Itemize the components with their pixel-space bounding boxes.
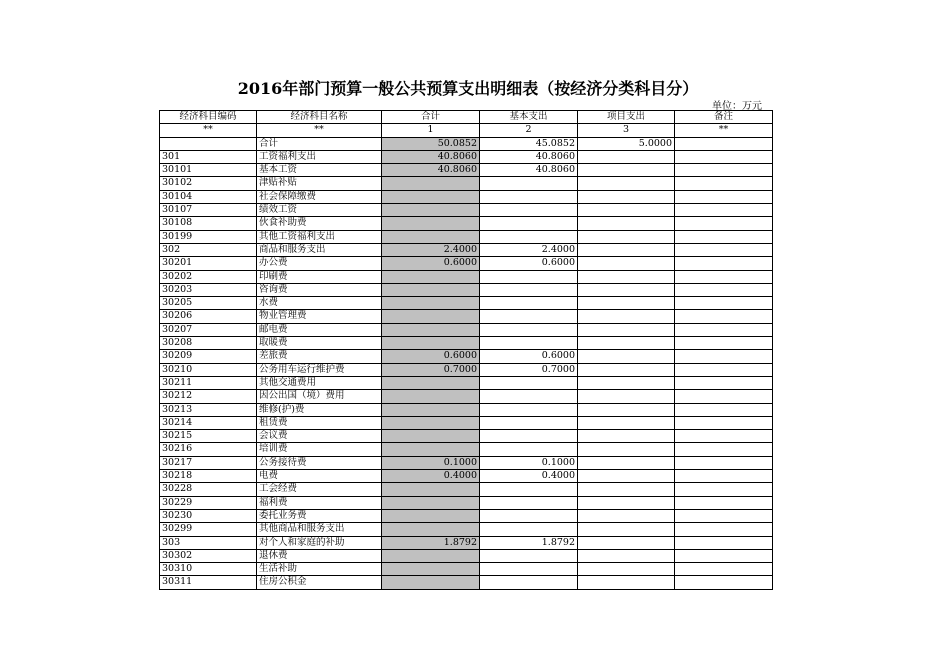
name-cell: 绩效工资 (257, 204, 382, 217)
table-row (160, 283, 773, 296)
basic-cell (480, 549, 578, 562)
code-cell: 303 (160, 536, 257, 549)
table-row (160, 204, 773, 217)
name-cell: 福利费 (257, 496, 382, 509)
basic-cell (480, 190, 578, 203)
subheader-cell: ** (675, 124, 773, 137)
code-cell: 30209 (160, 350, 257, 363)
table-row (160, 549, 773, 562)
header-cell: 合计 (382, 111, 480, 124)
project-cell (578, 483, 675, 496)
code-cell: 30228 (160, 483, 257, 496)
note-cell (675, 323, 773, 336)
basic-cell (480, 390, 578, 403)
name-cell: 邮电费 (257, 323, 382, 336)
name-cell: 退休费 (257, 549, 382, 562)
table-row (160, 257, 773, 270)
total-cell (382, 523, 480, 536)
name-cell: 维修(护)费 (257, 403, 382, 416)
table-row (160, 403, 773, 416)
subheader-cell: 1 (382, 124, 480, 137)
project-cell (578, 297, 675, 310)
basic-cell: 45.0852 (480, 137, 578, 150)
total-cell: 0.6000 (382, 257, 480, 270)
total-cell (382, 190, 480, 203)
table-row (160, 456, 773, 469)
code-cell: 30218 (160, 470, 257, 483)
project-cell (578, 283, 675, 296)
subheader-cell: 3 (578, 124, 675, 137)
table-row (160, 470, 773, 483)
note-cell (675, 456, 773, 469)
name-cell: 工资福利支出 (257, 150, 382, 163)
name-cell: 津贴补贴 (257, 177, 382, 190)
basic-cell (480, 576, 578, 589)
project-cell (578, 470, 675, 483)
total-cell (382, 403, 480, 416)
subheader-cell: ** (257, 124, 382, 137)
table-row (160, 430, 773, 443)
basic-cell (480, 297, 578, 310)
name-cell: 基本工资 (257, 164, 382, 177)
total-cell (382, 443, 480, 456)
note-cell (675, 416, 773, 429)
basic-cell (480, 523, 578, 536)
total-cell: 0.6000 (382, 350, 480, 363)
table-row (160, 270, 773, 283)
name-cell: 其他商品和服务支出 (257, 523, 382, 536)
name-cell: 会议费 (257, 430, 382, 443)
table-row (160, 323, 773, 336)
note-cell (675, 297, 773, 310)
project-cell (578, 323, 675, 336)
total-cell (382, 204, 480, 217)
basic-cell (480, 376, 578, 389)
basic-cell: 0.1000 (480, 456, 578, 469)
header-cell: 基本支出 (480, 111, 578, 124)
code-cell: 30299 (160, 523, 257, 536)
name-cell: 社会保障缴费 (257, 190, 382, 203)
note-cell (675, 430, 773, 443)
basic-cell: 1.8792 (480, 536, 578, 549)
header-cell: 经济科目编码 (160, 111, 257, 124)
note-cell (675, 257, 773, 270)
note-cell (675, 470, 773, 483)
subheader-cell: 2 (480, 124, 578, 137)
name-cell: 其他交通费用 (257, 376, 382, 389)
total-cell (382, 283, 480, 296)
code-cell: 30201 (160, 257, 257, 270)
table-row (160, 337, 773, 350)
code-cell: 30202 (160, 270, 257, 283)
total-cell: 0.1000 (382, 456, 480, 469)
name-cell: 合计 (257, 137, 382, 150)
basic-cell: 40.8060 (480, 164, 578, 177)
table-row (160, 509, 773, 522)
total-cell (382, 230, 480, 243)
code-cell: 30310 (160, 563, 257, 576)
project-cell (578, 509, 675, 522)
name-cell: 生活补助 (257, 563, 382, 576)
note-cell (675, 283, 773, 296)
name-cell: 对个人和家庭的补助 (257, 536, 382, 549)
basic-cell: 0.4000 (480, 470, 578, 483)
total-cell (382, 270, 480, 283)
basic-cell: 0.7000 (480, 363, 578, 376)
total-cell (382, 496, 480, 509)
name-cell: 办公费 (257, 257, 382, 270)
basic-cell (480, 270, 578, 283)
project-cell (578, 576, 675, 589)
total-cell (382, 177, 480, 190)
name-cell: 租赁费 (257, 416, 382, 429)
note-cell (675, 509, 773, 522)
table-row (160, 536, 773, 549)
basic-cell (480, 337, 578, 350)
project-cell (578, 204, 675, 217)
table-row (160, 363, 773, 376)
table-row (160, 496, 773, 509)
code-cell (160, 137, 257, 150)
project-cell (578, 430, 675, 443)
code-cell: 30302 (160, 549, 257, 562)
total-cell (382, 576, 480, 589)
table-row (160, 164, 773, 177)
basic-cell (480, 177, 578, 190)
basic-cell: 0.6000 (480, 350, 578, 363)
project-cell (578, 243, 675, 256)
basic-cell (480, 563, 578, 576)
table-row (160, 483, 773, 496)
basic-cell (480, 310, 578, 323)
note-cell (675, 217, 773, 230)
basic-cell: 0.6000 (480, 257, 578, 270)
table-row (160, 416, 773, 429)
project-cell (578, 257, 675, 270)
note-cell (675, 350, 773, 363)
code-cell: 30216 (160, 443, 257, 456)
basic-cell (480, 509, 578, 522)
total-cell (382, 430, 480, 443)
code-cell: 30311 (160, 576, 257, 589)
note-cell (675, 137, 773, 150)
name-cell: 印刷费 (257, 270, 382, 283)
code-cell: 30215 (160, 430, 257, 443)
total-cell: 40.8060 (382, 164, 480, 177)
note-cell (675, 310, 773, 323)
basic-cell (480, 323, 578, 336)
code-cell: 30104 (160, 190, 257, 203)
project-cell (578, 496, 675, 509)
table-row (160, 217, 773, 230)
code-cell: 30102 (160, 177, 257, 190)
table-row (160, 443, 773, 456)
code-cell: 30217 (160, 456, 257, 469)
table-row (160, 523, 773, 536)
code-cell: 30211 (160, 376, 257, 389)
project-cell: 5.0000 (578, 137, 675, 150)
basic-cell (480, 403, 578, 416)
code-cell: 30229 (160, 496, 257, 509)
total-cell (382, 323, 480, 336)
note-cell (675, 403, 773, 416)
note-cell (675, 443, 773, 456)
table-row (160, 310, 773, 323)
name-cell: 取暖费 (257, 337, 382, 350)
code-cell: 30101 (160, 164, 257, 177)
code-cell: 30208 (160, 337, 257, 350)
total-cell (382, 509, 480, 522)
note-cell (675, 376, 773, 389)
name-cell: 工会经费 (257, 483, 382, 496)
project-cell (578, 150, 675, 163)
basic-cell (480, 283, 578, 296)
note-cell (675, 576, 773, 589)
name-cell: 商品和服务支出 (257, 243, 382, 256)
code-cell: 30205 (160, 297, 257, 310)
code-cell: 30214 (160, 416, 257, 429)
header-row (160, 111, 773, 124)
table-row (160, 177, 773, 190)
total-cell (382, 310, 480, 323)
note-cell (675, 164, 773, 177)
project-cell (578, 363, 675, 376)
code-cell: 30206 (160, 310, 257, 323)
header-cell: 经济科目名称 (257, 111, 382, 124)
total-cell (382, 416, 480, 429)
budget-table (159, 110, 773, 590)
total-cell (382, 390, 480, 403)
code-cell: 30230 (160, 509, 257, 522)
code-cell: 30108 (160, 217, 257, 230)
name-cell: 电费 (257, 470, 382, 483)
project-cell (578, 337, 675, 350)
basic-cell (480, 204, 578, 217)
total-cell: 0.7000 (382, 363, 480, 376)
total-cell: 0.4000 (382, 470, 480, 483)
table-row (160, 243, 773, 256)
note-cell (675, 243, 773, 256)
basic-cell (480, 217, 578, 230)
note-cell (675, 190, 773, 203)
name-cell: 其他工资福利支出 (257, 230, 382, 243)
name-cell: 伙食补助费 (257, 217, 382, 230)
total-cell (382, 549, 480, 562)
name-cell: 物业管理费 (257, 310, 382, 323)
note-cell (675, 536, 773, 549)
total-cell (382, 483, 480, 496)
name-cell: 因公出国（境）费用 (257, 390, 382, 403)
code-cell: 30212 (160, 390, 257, 403)
table-row (160, 390, 773, 403)
project-cell (578, 190, 675, 203)
project-cell (578, 563, 675, 576)
table-row (160, 137, 773, 150)
total-cell (382, 337, 480, 350)
note-cell (675, 270, 773, 283)
basic-cell: 2.4000 (480, 243, 578, 256)
project-cell (578, 390, 675, 403)
total-cell: 40.8060 (382, 150, 480, 163)
project-cell (578, 523, 675, 536)
name-cell: 委托业务费 (257, 509, 382, 522)
note-cell (675, 523, 773, 536)
subheader-row (160, 124, 773, 137)
project-cell (578, 270, 675, 283)
total-cell (382, 217, 480, 230)
note-cell (675, 363, 773, 376)
basic-cell (480, 443, 578, 456)
table-row (160, 190, 773, 203)
basic-cell (480, 416, 578, 429)
note-cell (675, 204, 773, 217)
name-cell: 住房公积金 (257, 576, 382, 589)
note-cell (675, 563, 773, 576)
code-cell: 30199 (160, 230, 257, 243)
unit-label: 单位：万元 (712, 101, 762, 112)
table-row (160, 150, 773, 163)
total-cell (382, 563, 480, 576)
header-cell: 备注 (675, 111, 773, 124)
project-cell (578, 549, 675, 562)
project-cell (578, 230, 675, 243)
project-cell (578, 164, 675, 177)
project-cell (578, 350, 675, 363)
table-row (160, 376, 773, 389)
project-cell (578, 456, 675, 469)
code-cell: 30207 (160, 323, 257, 336)
basic-cell: 40.8060 (480, 150, 578, 163)
basic-cell (480, 230, 578, 243)
name-cell: 差旅费 (257, 350, 382, 363)
note-cell (675, 549, 773, 562)
total-cell (382, 297, 480, 310)
subheader-cell: ** (160, 124, 257, 137)
code-cell: 30210 (160, 363, 257, 376)
project-cell (578, 177, 675, 190)
name-cell: 公务接待费 (257, 456, 382, 469)
note-cell (675, 496, 773, 509)
name-cell: 公务用车运行维护费 (257, 363, 382, 376)
total-cell: 1.8792 (382, 536, 480, 549)
header-cell: 项目支出 (578, 111, 675, 124)
project-cell (578, 217, 675, 230)
table-row (160, 563, 773, 576)
project-cell (578, 403, 675, 416)
total-cell (382, 376, 480, 389)
project-cell (578, 443, 675, 456)
code-cell: 30107 (160, 204, 257, 217)
project-cell (578, 536, 675, 549)
basic-cell (480, 430, 578, 443)
table-row (160, 576, 773, 589)
table-row (160, 350, 773, 363)
code-cell: 30213 (160, 403, 257, 416)
note-cell (675, 483, 773, 496)
basic-cell (480, 483, 578, 496)
note-cell (675, 230, 773, 243)
code-cell: 302 (160, 243, 257, 256)
project-cell (578, 376, 675, 389)
code-cell: 30203 (160, 283, 257, 296)
code-cell: 301 (160, 150, 257, 163)
note-cell (675, 390, 773, 403)
total-cell: 2.4000 (382, 243, 480, 256)
table-row (160, 297, 773, 310)
name-cell: 培训费 (257, 443, 382, 456)
project-cell (578, 310, 675, 323)
note-cell (675, 150, 773, 163)
name-cell: 咨询费 (257, 283, 382, 296)
note-cell (675, 177, 773, 190)
table-row (160, 230, 773, 243)
name-cell: 水费 (257, 297, 382, 310)
note-cell (675, 337, 773, 350)
page-title: 2016年部门预算一般公共预算支出明细表（按经济分类科目分） (237, 79, 699, 98)
basic-cell (480, 496, 578, 509)
project-cell (578, 416, 675, 429)
total-cell: 50.0852 (382, 137, 480, 150)
